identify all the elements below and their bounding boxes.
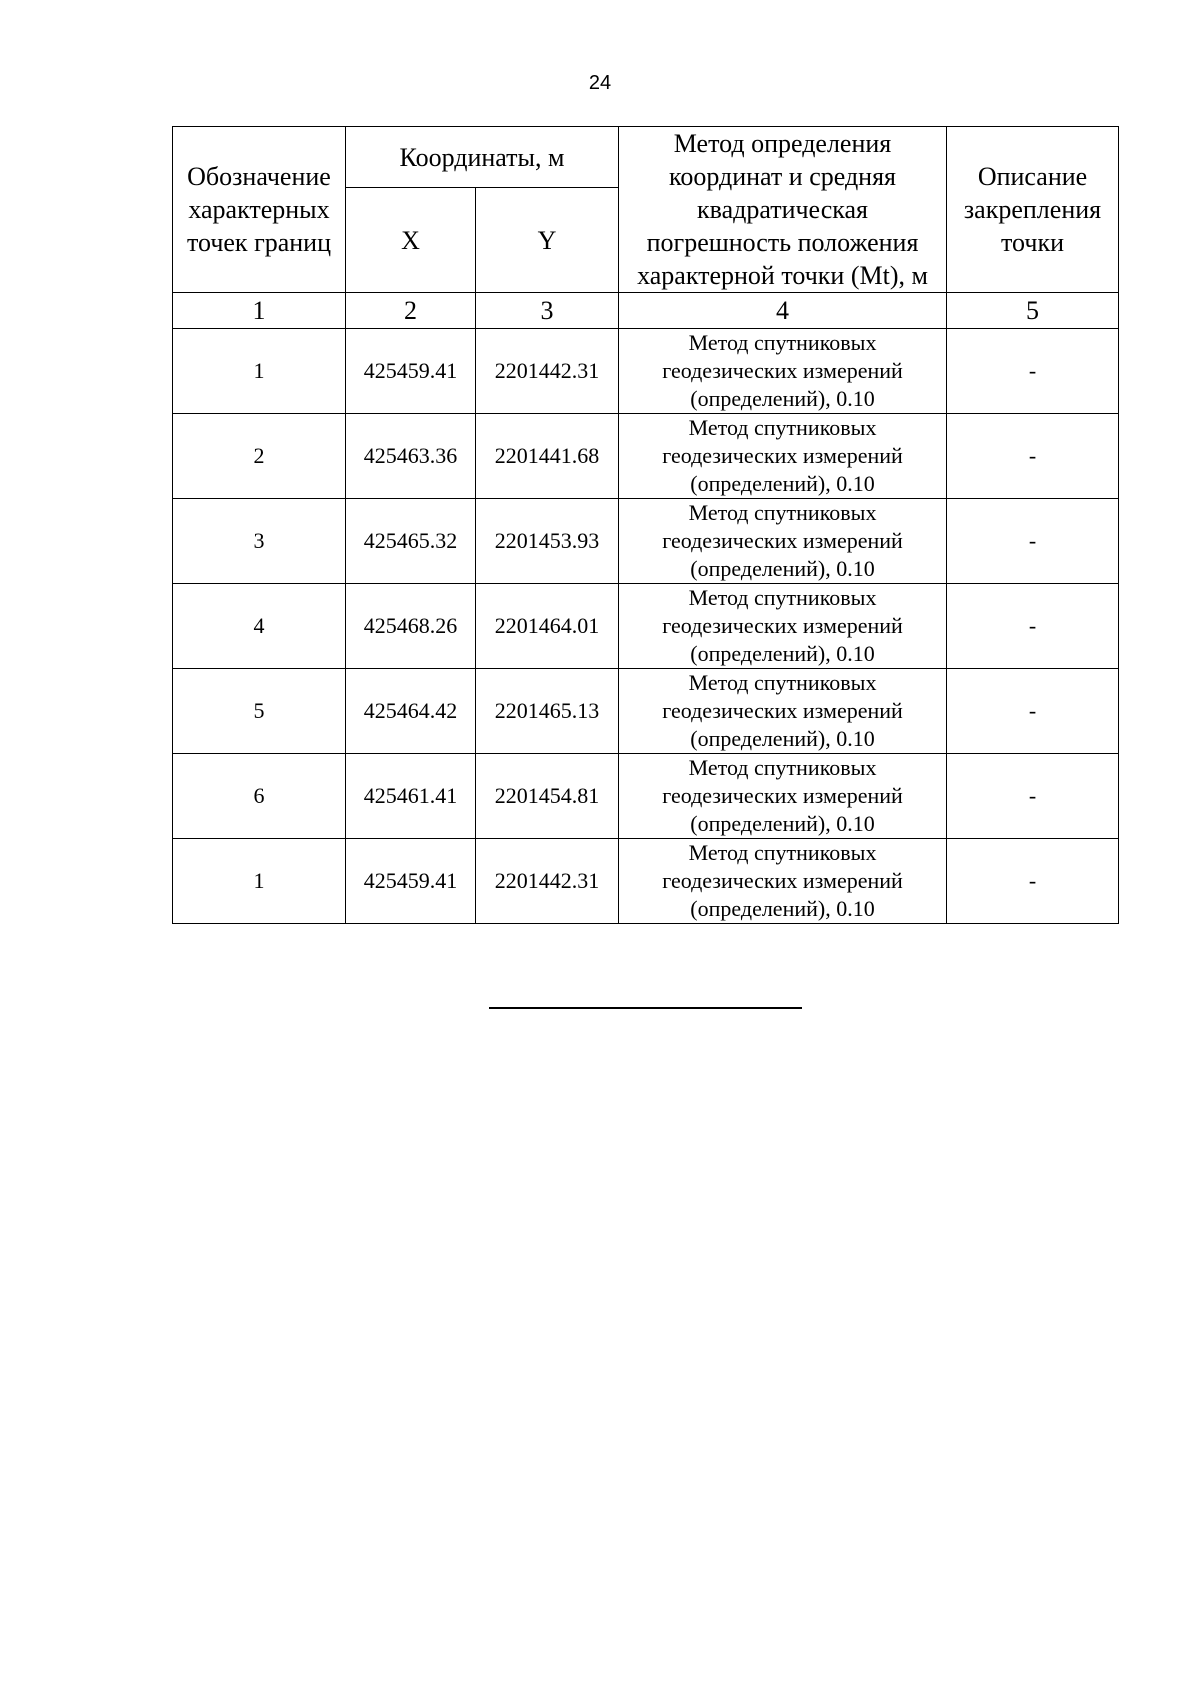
table-row	[173, 839, 1119, 924]
page-number: 24	[588, 72, 612, 94]
description-cell: -	[947, 414, 1119, 499]
description-cell: -	[947, 329, 1119, 414]
x-coordinate: 425468.26	[346, 584, 476, 669]
point-number: 2	[173, 414, 346, 499]
table-row	[173, 499, 1119, 584]
point-number: 3	[173, 499, 346, 584]
coordinates-table	[172, 126, 1119, 924]
column-number: 1	[173, 293, 346, 329]
y-coordinate: 2201442.31	[476, 329, 619, 414]
point-number: 1	[173, 329, 346, 414]
y-coordinate: 2201441.68	[476, 414, 619, 499]
x-coordinate: 425463.36	[346, 414, 476, 499]
header-x: X	[346, 188, 476, 293]
column-number: 5	[947, 293, 1119, 329]
point-number: 6	[173, 754, 346, 839]
column-number: 2	[346, 293, 476, 329]
y-coordinate: 2201465.13	[476, 669, 619, 754]
x-coordinate: 425459.41	[346, 839, 476, 924]
description-cell: -	[947, 499, 1119, 584]
x-coordinate: 425459.41	[346, 329, 476, 414]
header-description: Описание закрепления точки	[947, 127, 1119, 293]
table-row	[173, 414, 1119, 499]
table-row	[173, 329, 1119, 414]
method-cell: Метод спутниковых геодезических измерений (определений), 0.10	[619, 414, 947, 499]
x-coordinate: 425461.41	[346, 754, 476, 839]
header-method: Метод определения координат и средняя квадратическая погрешность положения характерной точки (Mt), м	[619, 127, 947, 293]
point-number: 1	[173, 839, 346, 924]
description-cell: -	[947, 669, 1119, 754]
column-number-row	[173, 293, 1119, 329]
description-cell: -	[947, 584, 1119, 669]
x-coordinate: 425464.42	[346, 669, 476, 754]
description-cell: -	[947, 839, 1119, 924]
column-number: 4	[619, 293, 947, 329]
header-y: Y	[476, 188, 619, 293]
end-separator-line	[489, 1007, 802, 1009]
method-cell: Метод спутниковых геодезических измерений (определений), 0.10	[619, 839, 947, 924]
method-cell: Метод спутниковых геодезических измерений (определений), 0.10	[619, 584, 947, 669]
header-row	[173, 127, 1119, 188]
y-coordinate: 2201454.81	[476, 754, 619, 839]
point-number: 5	[173, 669, 346, 754]
description-cell: -	[947, 754, 1119, 839]
column-number: 3	[476, 293, 619, 329]
y-coordinate: 2201464.01	[476, 584, 619, 669]
x-coordinate: 425465.32	[346, 499, 476, 584]
header-coordinates: Координаты, м	[346, 127, 619, 188]
method-cell: Метод спутниковых геодезических измерений (определений), 0.10	[619, 499, 947, 584]
method-cell: Метод спутниковых геодезических измерений (определений), 0.10	[619, 754, 947, 839]
table-row	[173, 584, 1119, 669]
header-designation: Обозначение характерных точек границ	[173, 127, 346, 293]
table-row	[173, 669, 1119, 754]
point-number: 4	[173, 584, 346, 669]
y-coordinate: 2201453.93	[476, 499, 619, 584]
method-cell: Метод спутниковых геодезических измерений (определений), 0.10	[619, 329, 947, 414]
y-coordinate: 2201442.31	[476, 839, 619, 924]
table-row	[173, 754, 1119, 839]
method-cell: Метод спутниковых геодезических измерений (определений), 0.10	[619, 669, 947, 754]
